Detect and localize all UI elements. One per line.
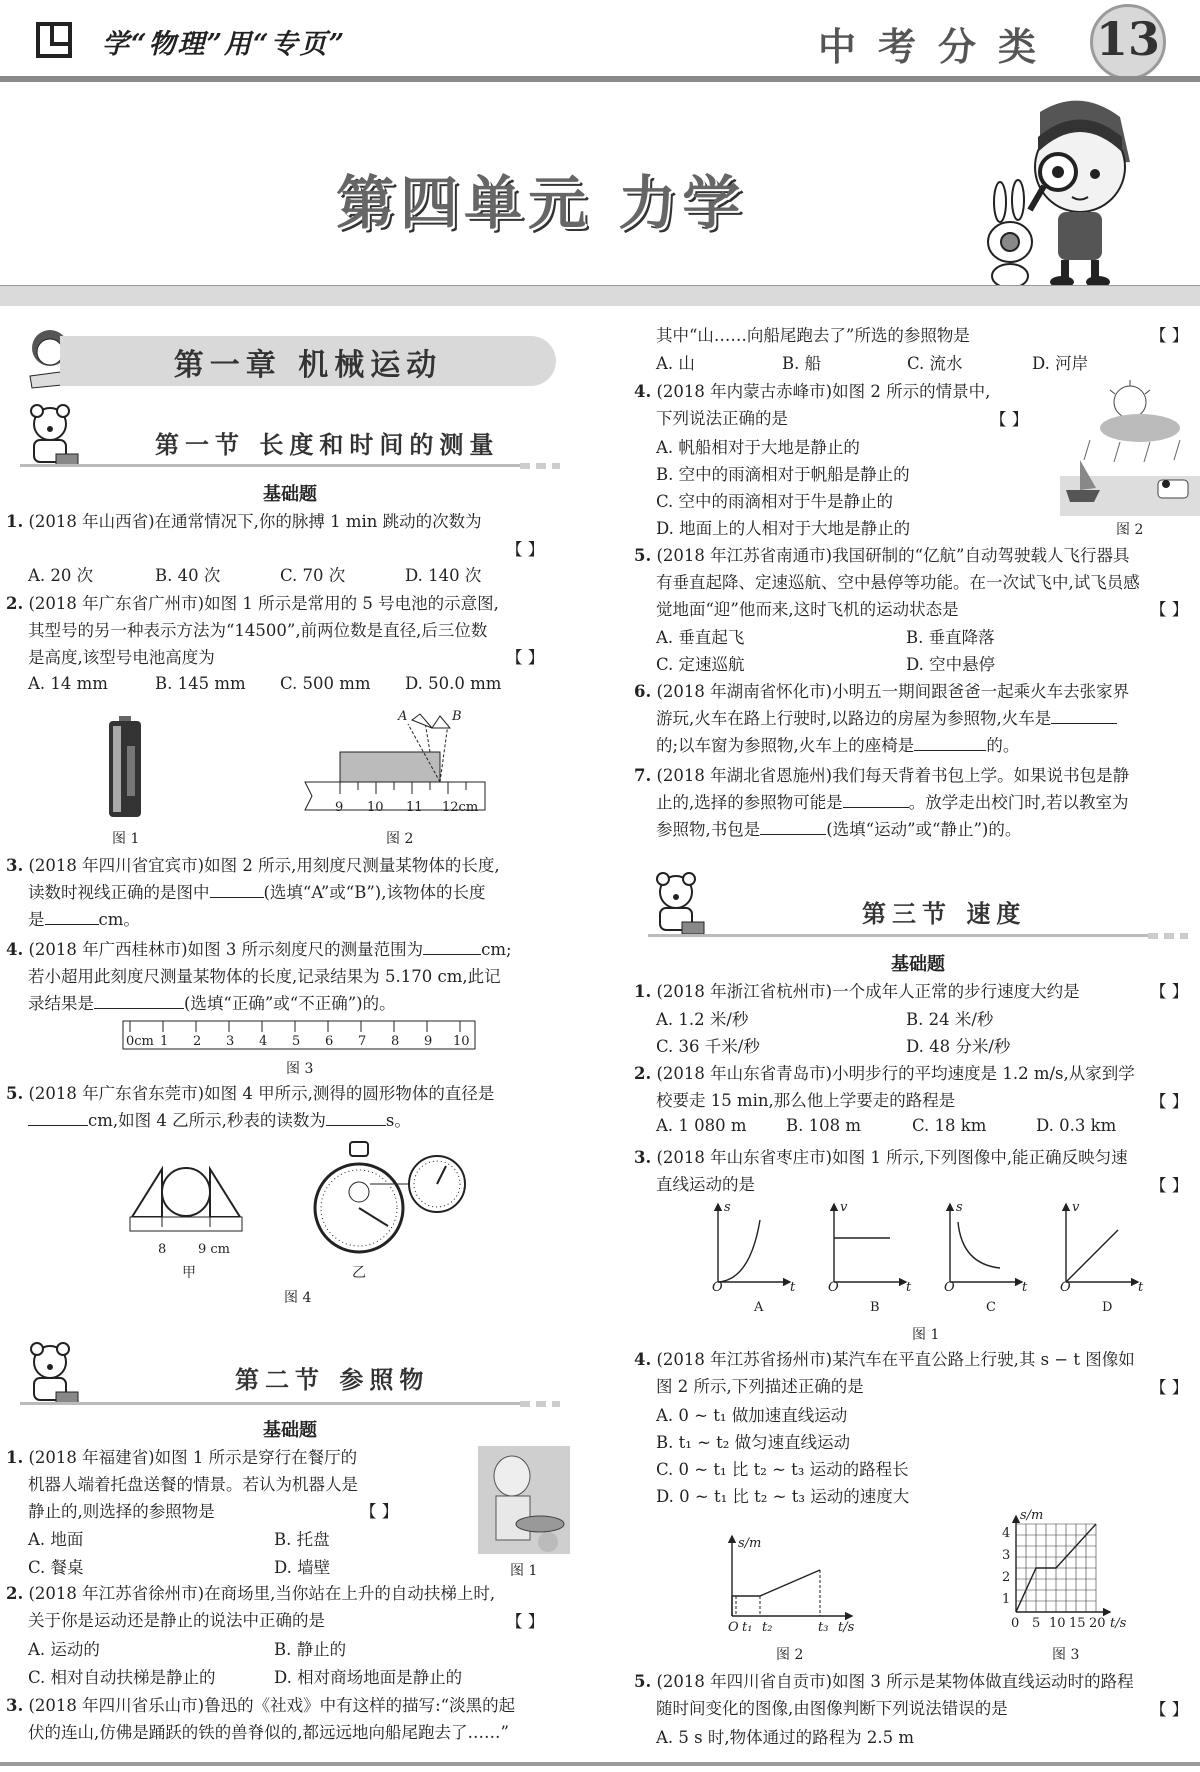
section-1-subtitle: 基础题	[263, 484, 317, 505]
fig3-xtick: 10	[1049, 1616, 1066, 1631]
fig2-tick-t3: t₃	[818, 1620, 829, 1635]
question-line: 若小超用此刻度尺测量某物体的长度,记录结果为 5.170 cm,此记	[28, 967, 501, 986]
s3-q2-answer-bracket: 【 】	[1150, 1092, 1189, 1111]
s1-q2-answer-bracket: 【 】	[506, 648, 545, 667]
s2-q2-answer-bracket: 【 】	[506, 1612, 545, 1631]
graph-a-ylabel: s	[724, 1200, 731, 1215]
graph-b-xlabel: t	[906, 1280, 912, 1295]
section-3-title: 第三节 速度	[862, 900, 1027, 928]
figure-4-caption: 图 4	[284, 1290, 312, 1306]
s3-figure-2-caption: 图 2	[776, 1647, 804, 1663]
unit-title: 第四单元 力学	[336, 169, 747, 237]
graph-c-xlabel: t	[1022, 1280, 1028, 1295]
s3-figure-1-caption: 图 1	[912, 1327, 940, 1343]
graph-b-origin: O	[828, 1280, 839, 1295]
question-line: cm;	[481, 940, 512, 959]
bear-reading-mascot	[646, 870, 706, 940]
question-line: 图 2 所示,下列描述正确的是	[656, 1377, 864, 1396]
question-line: 读数时视线正确的是图中	[28, 883, 210, 902]
question-line: (2018 年山东省青岛市)小明步行的平均速度是 1.2 m/s,从家到学	[656, 1064, 1135, 1083]
s3-q5-answer-bracket: 【 】	[1150, 1700, 1189, 1719]
fig3-xtick: 5	[1032, 1616, 1041, 1631]
graph-c-label: C	[986, 1300, 996, 1315]
s2-q5-option-c: C. 定速巡航	[656, 655, 745, 674]
s2-q1-option-a: A. 地面	[28, 1530, 84, 1549]
ruler-3-tick: 7	[358, 1034, 367, 1049]
s2-figure-2-caption: 图 2	[1116, 522, 1144, 538]
answer-blank[interactable]	[914, 750, 986, 751]
s2-q1-option-c: C. 餐桌	[28, 1558, 84, 1577]
question-line: (2018 年四川省宜宾市)如图 2 所示,用刻度尺测量某物体的长度,	[28, 856, 500, 875]
column-gutter	[610, 320, 611, 1740]
object-st-grid-graph	[1006, 1514, 1126, 1626]
question-line: (2018 年江苏省南通市)我国研制的“亿航”自动驾驶载人飞行器具	[656, 546, 1130, 565]
s2-q5-option-b: B. 垂直降落	[906, 628, 995, 647]
section-2-subtitle: 基础题	[263, 1420, 317, 1441]
ruler-3-tick: 6	[325, 1034, 334, 1049]
question-line: (2018 年广东省广州市)如图 1 所示是常用的 5 号电池的示意图,	[28, 594, 499, 613]
answer-blank[interactable]	[28, 1125, 88, 1126]
question-number: 5.	[634, 1672, 652, 1691]
question-line: (2018 年湖北省恩施州)我们每天背着书包上学。如果说书包是静	[656, 766, 1130, 785]
s3-q1-answer-bracket: 【 】	[1150, 982, 1189, 1001]
question-number: 5.	[6, 1084, 24, 1103]
question-line: 觉地面“迎”他而来,这时飞机的运动状态是	[656, 600, 959, 619]
s2-q5-option-a: A. 垂直起飞	[656, 628, 745, 647]
question-line: (2018 年四川省乐山市)鲁迅的《社戏》中有这样的描写:“淡黑的起	[28, 1696, 516, 1715]
question-line: 是	[28, 910, 45, 929]
s3-figure-3-caption: 图 3	[1052, 1647, 1080, 1663]
s1-q2-option-d: D. 50.0 mm	[405, 674, 502, 693]
question-line: 是高度,该型号电池高度为	[28, 648, 215, 667]
question-line: 。放学走出校门时,若以教室为	[908, 793, 1129, 812]
s3-q1-option-c: C. 36 千米/秒	[656, 1037, 760, 1056]
question-number: 3.	[6, 1696, 24, 1715]
graph-c-ylabel: s	[956, 1200, 963, 1215]
s2-q6	[634, 678, 1129, 759]
s3-q4-answer-bracket: 【 】	[1150, 1378, 1189, 1397]
fig4-tick-9: 9 cm	[198, 1242, 231, 1257]
question-line: (2018 年福建省)如图 1 所示是穿行在餐厅的	[28, 1448, 358, 1467]
fig4-label-yi: 乙	[352, 1265, 366, 1281]
s2-q1-answer-bracket: 【 】	[360, 1502, 399, 1521]
s3-q2-option-b: B. 108 m	[786, 1116, 861, 1135]
s1-q1	[6, 508, 482, 535]
question-line: 录结果是	[28, 994, 94, 1013]
question-line: 下列说法正确的是	[656, 409, 788, 428]
s3-q5-option-a: A. 5 s 时,物体通过的路程为 2.5 m	[656, 1728, 914, 1747]
fig2-tick-t1: t₁	[742, 1620, 753, 1635]
question-text: (2018 年浙江省杭州市)一个成年人正常的步行速度大约是	[656, 982, 1080, 1001]
question-line: (2018 年江苏省扬州市)某汽车在平直公路上行驶,其 s − t 图像如	[656, 1350, 1135, 1369]
fig4-label-jia: 甲	[182, 1265, 196, 1281]
s2-q5-option-d: D. 空中悬停	[906, 655, 996, 674]
figure-3-caption: 图 3	[286, 1061, 314, 1077]
s2-q3-continued: 其中“山……向船尾跑去了”所选的参照物是	[656, 326, 970, 345]
s1-q2-option-a: A. 14 mm	[28, 674, 108, 693]
question-line: 校要走 15 min,那么他上学要走的路程是	[656, 1091, 956, 1110]
motion-graphs-figure	[700, 1200, 1160, 1294]
s2-q3-answer-bracket: 【 】	[1150, 326, 1189, 345]
ruler-tick-11: 11	[406, 800, 423, 815]
section-2-rule	[20, 1402, 520, 1405]
chapter-title: 第一章 机械运动	[173, 348, 443, 383]
question-line: 关于你是运动还是静止的说法中正确的是	[28, 1611, 325, 1630]
graph-a-label: A	[754, 1300, 764, 1315]
question-line: (选填“正确”或“不正确”)的。	[184, 994, 396, 1013]
fig3-xtick: 20	[1089, 1616, 1106, 1631]
footer-rule	[0, 1762, 1200, 1766]
fig3-ytick: 4	[1002, 1526, 1011, 1541]
question-number: 1.	[6, 512, 24, 531]
question-number: 1.	[634, 982, 652, 1001]
ruler-3-tick: 3	[226, 1034, 235, 1049]
s2-q4-option-b: B. 空中的雨滴相对于帆船是静止的	[656, 465, 910, 484]
question-number: 3.	[634, 1148, 652, 1167]
section-3-dots	[1148, 933, 1188, 939]
s3-q3	[634, 1144, 1128, 1198]
question-number: 3.	[6, 856, 24, 875]
question-number: 4.	[6, 940, 24, 959]
answer-blank[interactable]	[94, 1008, 184, 1009]
question-line: (2018 年山东省枣庄市)如图 1 所示,下列图像中,能正确反映匀速	[656, 1148, 1128, 1167]
answer-blank[interactable]	[1051, 723, 1117, 724]
fig2-tick-t2: t₂	[762, 1620, 773, 1635]
s2-q2-option-b: B. 静止的	[274, 1640, 347, 1659]
question-line: 随时间变化的图像,由图像判断下列说法错误的是	[656, 1699, 1008, 1718]
ruler-3-tick: 0cm	[126, 1034, 154, 1049]
sailboat-rain-scene	[1060, 380, 1200, 518]
section-3-subtitle: 基础题	[891, 954, 945, 975]
question-number: 1.	[6, 1448, 24, 1467]
s1-q5	[6, 1080, 494, 1134]
s2-q3-option-c: C. 流水	[907, 354, 963, 373]
answer-blank[interactable]	[326, 1125, 386, 1126]
question-number: 4.	[634, 1350, 652, 1369]
graph-c-origin: O	[944, 1280, 955, 1295]
s2-q7	[634, 762, 1129, 843]
ruler-3-tick: 8	[391, 1034, 400, 1049]
ruler-3-tick: 4	[259, 1034, 268, 1049]
question-line: (2018 年广西桂林市)如图 3 所示刻度尺的测量范围为	[28, 940, 424, 959]
ruler-3-tick: 2	[193, 1034, 202, 1049]
answer-blank[interactable]	[843, 807, 909, 808]
ruler-3-tick: 9	[424, 1034, 433, 1049]
graph-d-origin: O	[1060, 1280, 1071, 1295]
section-1-title: 第一节 长度和时间的测量	[155, 431, 500, 459]
s3-q4-option-d: D. 0 ~ t₁ 比 t₂ ~ t₃ 运动的速度大	[656, 1487, 910, 1506]
s3-q4	[634, 1346, 1135, 1400]
graph-d-xlabel: t	[1138, 1280, 1144, 1295]
s2-figure-1-caption: 图 1	[510, 1563, 538, 1579]
s2-q3	[6, 1692, 515, 1746]
ruler-3-tick: 5	[292, 1034, 301, 1049]
s1-q1-option-b: B. 40 次	[155, 566, 221, 585]
question-line: 的;以车窗为参照物,火车上的座椅是	[656, 736, 915, 755]
fig2-xlabel: t/s	[838, 1620, 855, 1635]
question-line: (2018 年江苏省徐州市)在商场里,当你站在上升的自动扶梯上时,	[28, 1584, 496, 1603]
s2-q4-option-a: A. 帆船相对于大地是静止的	[656, 438, 860, 457]
question-line: (选填“A”或“B”),该物体的长度	[263, 883, 486, 902]
question-line: 有垂直起降、定速巡航、空中悬停等功能。在一次试飞中,试飞员感	[656, 573, 1140, 592]
answer-blank[interactable]	[210, 897, 264, 898]
graph-d-ylabel: v	[1072, 1200, 1080, 1215]
question-line: 的。	[986, 736, 1020, 755]
fig3-ytick: 2	[1002, 1570, 1011, 1585]
s1-q4	[6, 936, 512, 1017]
s2-q1-option-d: D. 墙壁	[274, 1558, 331, 1577]
fig4-tick-8: 8	[158, 1242, 167, 1257]
s2-q1	[6, 1444, 358, 1525]
fig3-ylabel: s/m	[1020, 1508, 1044, 1523]
answer-blank[interactable]	[423, 954, 481, 955]
fig3-ytick: 1	[1002, 1592, 1011, 1607]
s3-q1-option-a: A. 1.2 米/秒	[656, 1010, 749, 1029]
brand-slogan: 学“物理”用“专页”	[102, 29, 347, 60]
question-line: cm,如图 4 乙所示,秒表的读数为	[88, 1111, 326, 1130]
s2-q2-option-d: D. 相对商场地面是静止的	[274, 1668, 463, 1687]
ruler-tick-9: 9	[335, 800, 344, 815]
section-2-title: 第二节 参照物	[235, 1366, 430, 1394]
s3-q4-option-a: A. 0 ~ t₁ 做加速直线运动	[656, 1406, 848, 1425]
question-line: 直线运动的是	[656, 1175, 755, 1194]
s3-q2-option-a: A. 1 080 m	[656, 1116, 747, 1135]
figure-2-caption: 图 2	[386, 831, 414, 847]
graph-a-xlabel: t	[790, 1280, 796, 1295]
graph-b-label: B	[870, 1300, 880, 1315]
question-line: 伏的连山,仿佛是踊跃的铁的兽脊似的,都远远地向船尾跑去了……”	[28, 1723, 509, 1742]
question-line: (2018 年湖南省怀化市)小明五一期间跟爸爸一起乘火车去张家界	[656, 682, 1130, 701]
question-line: 其型号的另一种表示方法为“14500”,前两位数是直径,后三位数	[28, 621, 488, 640]
question-number: 2.	[6, 1584, 24, 1603]
s1-q1-answer-bracket: 【 】	[506, 540, 545, 559]
question-line: (2018 年四川省自贡市)如图 3 所示是某物体做直线运动时的路程	[656, 1672, 1134, 1691]
header-divider	[0, 76, 1200, 82]
robot-waiter-photo	[478, 1446, 570, 1554]
s1-q1-option-a: A. 20 次	[28, 566, 94, 585]
s3-q1	[634, 978, 1080, 1005]
ruler-tick-12: 12cm	[442, 800, 479, 815]
s2-q4-answer-bracket: 【 】	[990, 410, 1029, 429]
s2-q5-answer-bracket: 【 】	[1150, 600, 1189, 619]
question-line: 止的,选择的参照物可能是	[656, 793, 843, 812]
s3-q2	[634, 1060, 1135, 1114]
fig3-ytick: 3	[1002, 1548, 1011, 1563]
ruler-label-a: A	[398, 709, 408, 724]
question-line: cm。	[98, 910, 140, 929]
s2-q3-option-d: D. 河岸	[1032, 354, 1089, 373]
bear-reading-mascot	[20, 402, 80, 472]
question-line: 参照物,书包是	[656, 820, 761, 839]
s3-q4-option-b: B. t₁ ~ t₂ 做匀速直线运动	[656, 1433, 851, 1452]
question-line: (2018 年广东省东莞市)如图 4 甲所示,测得的圆形物体的直径是	[28, 1084, 495, 1103]
s1-q1-option-d: D. 140 次	[405, 566, 482, 585]
s2-q3-option-a: A. 山	[656, 354, 695, 373]
section-3-rule	[648, 934, 1148, 937]
s2-q4	[634, 378, 990, 432]
stopwatch-figure	[312, 1140, 472, 1262]
s2-q4-option-c: C. 空中的雨滴相对于牛是静止的	[656, 492, 894, 511]
section-1-rule	[20, 464, 520, 467]
category-title: 中考分类	[818, 24, 1059, 69]
s1-q2	[6, 590, 499, 671]
ruler-tick-10: 10	[367, 800, 384, 815]
s3-q3-answer-bracket: 【 】	[1150, 1176, 1189, 1195]
ruler-3-tick: 10	[453, 1034, 470, 1049]
question-number: 4.	[634, 382, 652, 401]
question-text: (2018 年山西省)在通常情况下,你的脉搏 1 min 跳动的次数为	[28, 512, 482, 531]
s2-q2-option-c: C. 相对自动扶梯是静止的	[28, 1668, 216, 1687]
s1-q1-option-c: C. 70 次	[280, 566, 346, 585]
s3-q5	[634, 1668, 1134, 1722]
ruler-3-tick: 1	[160, 1034, 169, 1049]
s2-q5	[634, 542, 1140, 623]
bear-reading-mascot	[20, 1340, 80, 1410]
s2-q2-option-a: A. 运动的	[28, 1640, 100, 1659]
publisher-logo	[36, 22, 72, 58]
question-number: 2.	[634, 1064, 652, 1083]
fig2-origin: O	[728, 1620, 739, 1635]
question-line: s。	[385, 1111, 411, 1130]
page-number: 13	[1095, 12, 1160, 66]
answer-blank[interactable]	[760, 834, 826, 835]
girl-magnifier-illustration	[980, 92, 1160, 292]
s3-q1-option-b: B. 24 米/秒	[906, 1010, 994, 1029]
graph-d-label: D	[1102, 1300, 1113, 1315]
section-1-dots	[520, 463, 560, 469]
fig3-xtick: 15	[1069, 1616, 1086, 1631]
question-line: 静止的,则选择的参照物是	[28, 1502, 215, 1521]
ruler-label-b: B	[452, 709, 462, 724]
s2-q1-option-b: B. 托盘	[274, 1530, 330, 1549]
battery-figure	[105, 716, 145, 820]
s1-q2-option-b: B. 145 mm	[155, 674, 246, 693]
section-2-dots	[520, 1401, 560, 1407]
question-line: 机器人端着托盘送餐的情景。若认为机器人是	[28, 1475, 358, 1494]
s2-q4-option-d: D. 地面上的人相对于大地是静止的	[656, 519, 911, 538]
fig3-xlabel: t/s	[1110, 1616, 1127, 1631]
s3-q1-option-d: D. 48 分米/秒	[906, 1037, 1011, 1056]
question-number: 6.	[634, 682, 652, 701]
s3-q2-option-d: D. 0.3 km	[1036, 1116, 1117, 1135]
fig2-ylabel: s/m	[738, 1536, 762, 1551]
question-line: 游玩,火车在路上行驶时,以路边的房屋为参照物,火车是	[656, 709, 1052, 728]
s3-q4-option-c: C. 0 ~ t₁ 比 t₂ ~ t₃ 运动的路程长	[656, 1460, 909, 1479]
diameter-measurement-figure	[128, 1165, 244, 1245]
question-line: (2018 年内蒙古赤峰市)如图 2 所示的情景中,	[656, 382, 991, 401]
figure-1-caption: 图 1	[112, 831, 140, 847]
question-number: 2.	[6, 594, 24, 613]
s1-q3	[6, 852, 500, 933]
fig3-xtick: 0	[1011, 1616, 1020, 1631]
graph-a-origin: O	[712, 1280, 723, 1295]
graph-b-ylabel: v	[840, 1200, 848, 1215]
s1-q2-option-c: C. 500 mm	[280, 674, 371, 693]
question-number: 7.	[634, 766, 652, 785]
answer-blank[interactable]	[45, 924, 99, 925]
s2-q3-option-b: B. 船	[782, 354, 822, 373]
question-line: (选填“运动”或“静止”)的。	[826, 820, 1022, 839]
question-number: 5.	[634, 546, 652, 565]
title-band-divider	[0, 285, 1200, 306]
s3-q2-option-c: C. 18 km	[912, 1116, 987, 1135]
s2-q2	[6, 1580, 495, 1634]
